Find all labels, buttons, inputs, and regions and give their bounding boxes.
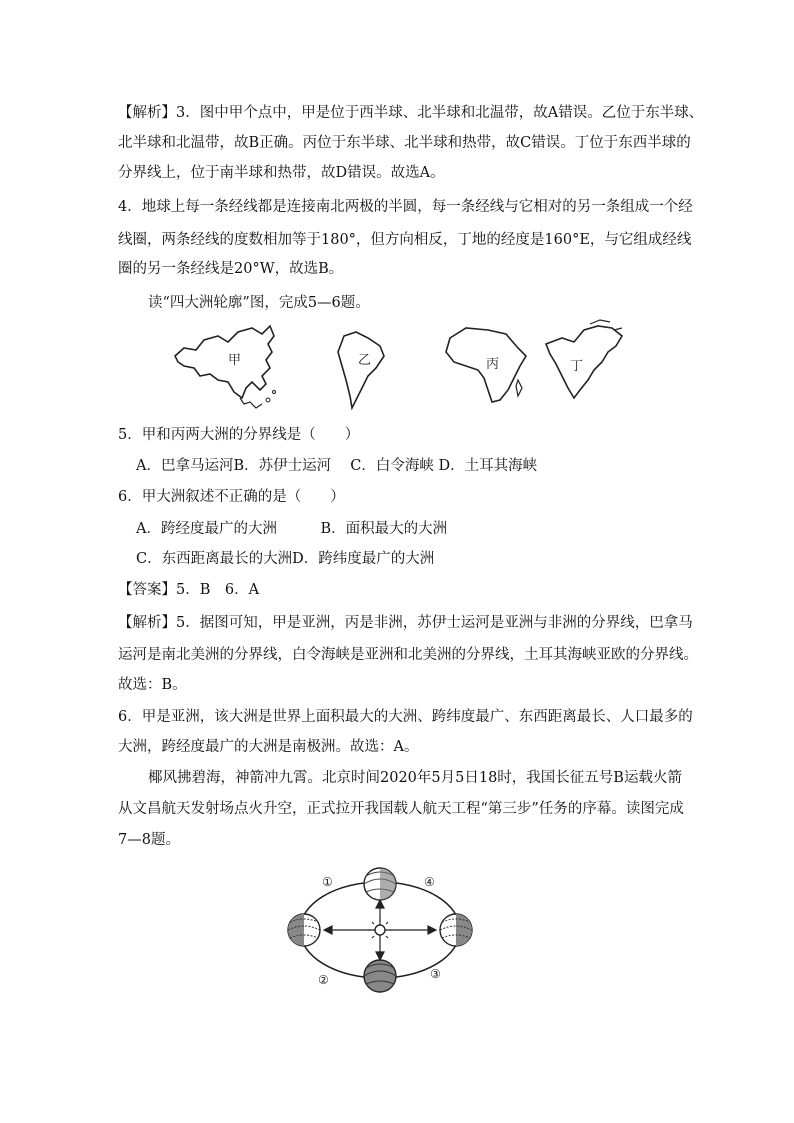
orbit-position-4: ④ xyxy=(424,875,435,889)
continent-label-bing: 丙 xyxy=(486,357,500,372)
earth-orbit-figure xyxy=(278,860,488,1000)
question-6-options-ab: A．跨经度最广的大洲 B．面积最大的大洲 xyxy=(136,521,448,537)
earth-right-icon xyxy=(440,914,472,946)
analysis-5-line-3: 故选：B。 xyxy=(118,677,187,693)
analysis-6-line-1: 6．甲是亚洲，该大洲是世界上面积最大的大洲、跨纬度最广、东西距离最长、人口最多的 xyxy=(118,709,693,725)
earth-top-icon xyxy=(364,868,396,900)
intro-7-8-line-2: 从文昌航天发射场点火升空，正式拉开我国载人航天工程“第三步”任务的序幕。读图完成 xyxy=(118,801,684,817)
earth-bottom-icon xyxy=(364,960,396,992)
north-america-outline xyxy=(546,320,622,398)
analysis-4-line-1: 4．地球上每一条经线都是连接南北两极的半圆，每一条经线与它相对的另一条组成一个经 xyxy=(118,199,693,215)
continent-label-jia: 甲 xyxy=(228,353,242,368)
analysis-6-line-2: 大洲，跨经度最广的大洲是南极洲。故选：A。 xyxy=(118,739,419,755)
answer-5-6: 【答案】5．B 6．A xyxy=(118,582,260,598)
continent-label-yi: 乙 xyxy=(358,353,372,368)
continent-label-ding: 丁 xyxy=(570,359,584,374)
question-5-options: A．巴拿马运河B．苏伊士运河 C．白令海峡 D．土耳其海峡 xyxy=(136,458,538,474)
intro-7-8-line-1: 椰风拂碧海，神箭冲九霄。北京时间2020年5月5日18时，我国长征五号B运载火箭 xyxy=(148,770,682,786)
analysis-3-line-3: 分界线上，位于南半球和热带，故D错误。故选A。 xyxy=(118,165,445,181)
analysis-3-line-2: 北半球和北温带，故B正确。丙位于东半球、北半球和热带，故C错误。丁位于东西半球的 xyxy=(118,135,691,151)
analysis-5-line-1: 【解析】5．据图可知，甲是亚洲，丙是非洲，苏伊士运河是亚洲与非洲的分界线，巴拿马 xyxy=(118,615,693,631)
four-continents-figure xyxy=(170,318,630,413)
figure-intro: 读“四大洲轮廓”图，完成5—6题。 xyxy=(148,295,370,311)
question-6: 6．甲大洲叙述不正确的是（ ） xyxy=(118,489,345,505)
question-5: 5．甲和丙两大洲的分界线是（ ） xyxy=(118,427,360,443)
analysis-3-line-1: 【解析】3．图中甲个点中，甲是位于西半球、北半球和北温带，故A错误。乙位于东半球、 xyxy=(118,105,704,121)
analysis-4-line-3: 圈的另一条经线是20°W，故选B。 xyxy=(118,261,344,277)
orbit-position-1: ① xyxy=(322,875,333,889)
south-america-outline xyxy=(338,332,384,408)
orbit-position-3: ③ xyxy=(430,967,441,981)
analysis-4-line-2: 线圈，两条经线的度数相加等于180°，但方向相反，丁地的经度是160°E，与它组成经线 xyxy=(118,232,692,248)
analysis-5-line-2: 运河是南北美洲的分界线，白令海峡是亚洲和北美洲的分界线，土耳其海峡亚欧的分界线。 xyxy=(118,647,698,663)
question-6-options-cd: C．东西距离最长的大洲D．跨纬度最广的大洲 xyxy=(136,551,435,567)
orbit-position-2: ② xyxy=(318,973,329,987)
africa-outline xyxy=(446,328,526,402)
intro-7-8-line-3: 7—8题。 xyxy=(118,832,180,848)
asia-outline xyxy=(175,326,276,408)
earth-left-icon xyxy=(288,914,320,946)
